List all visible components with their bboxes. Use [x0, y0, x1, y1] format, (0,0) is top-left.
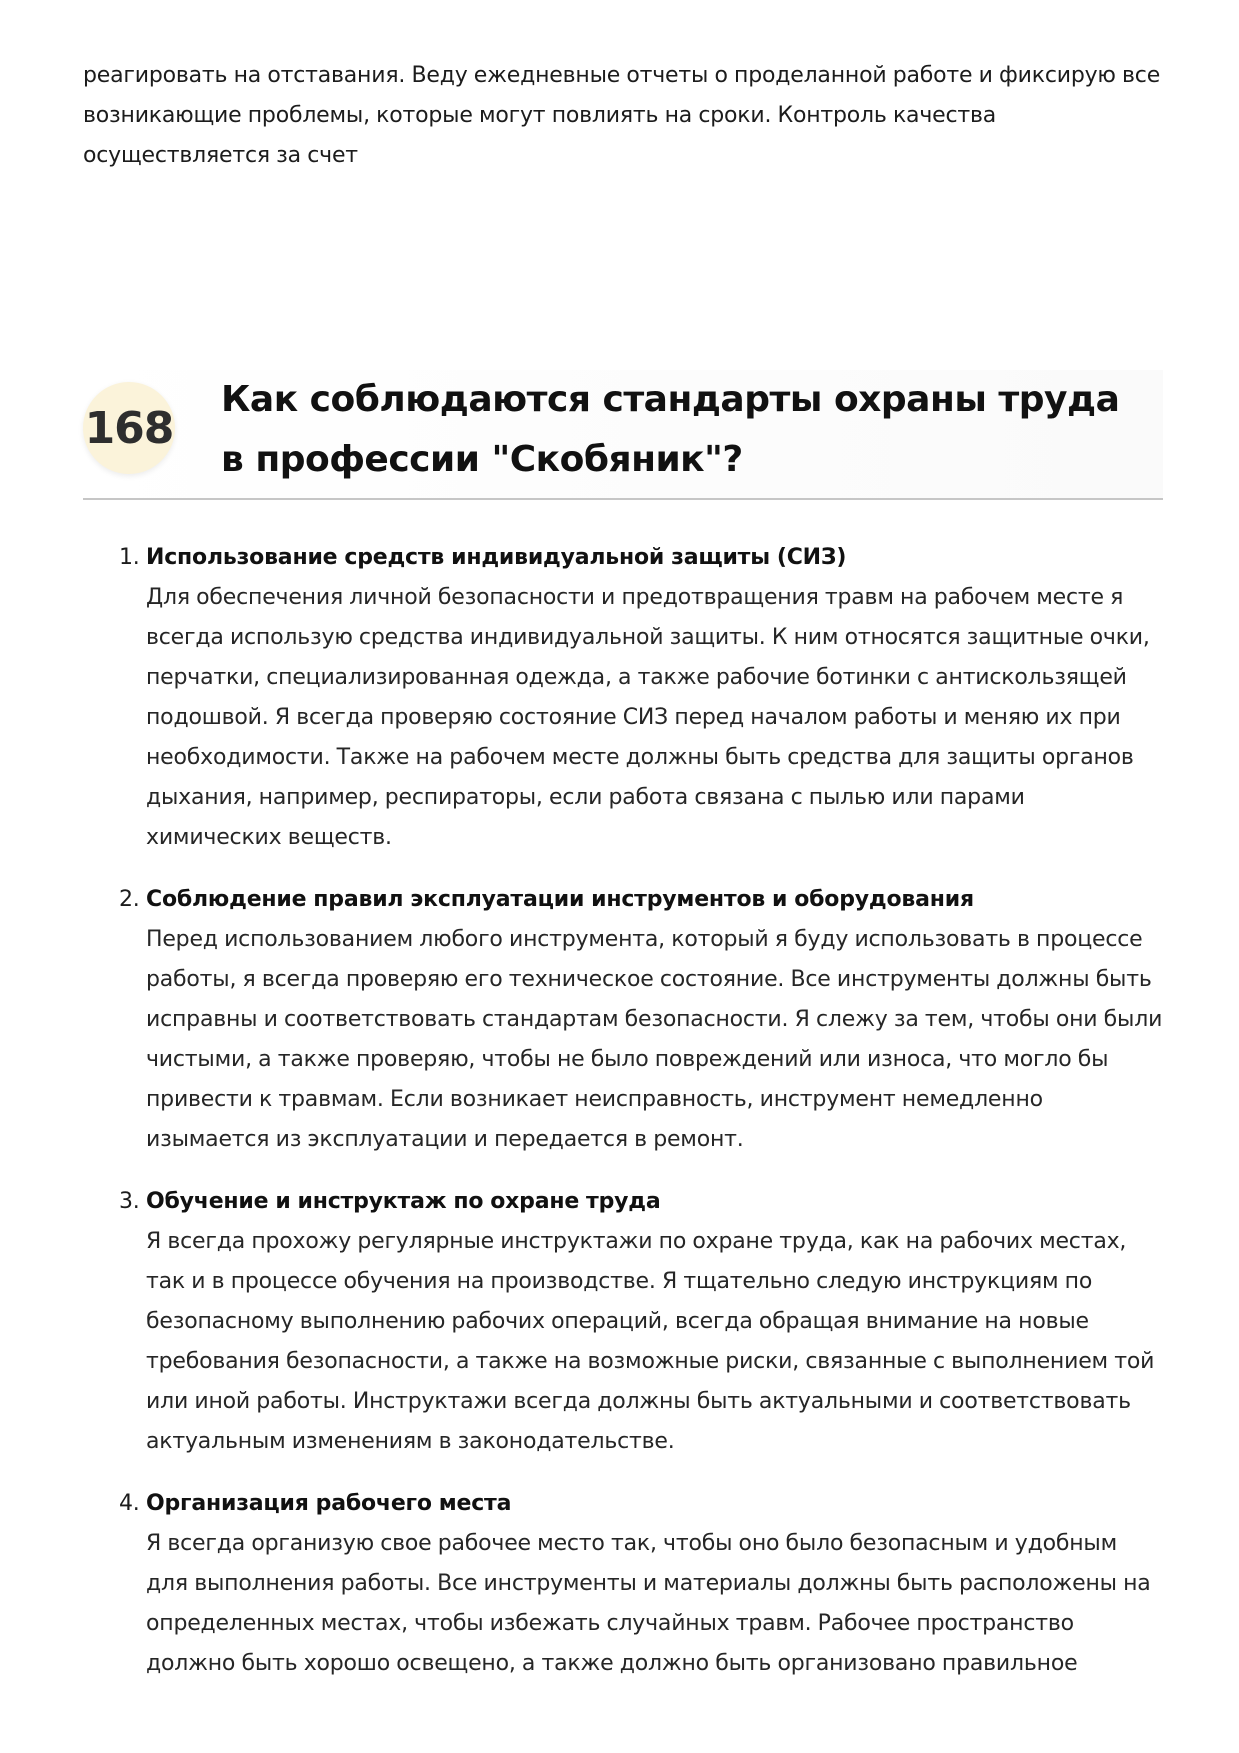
- answer-body: Перед использованием любого инструмента, который я буду использовать в процессе работы, я всегда проверяю его техническое состояние. Все инструменты должны быть исправны и соответствовать стандартам безопасности. Я слежу за тем, чтобы они были чистыми, а также проверяю, чтобы не было повреждений или износа, что могло бы привести к травмам. Если возникает неисправность, инструмент немедленно изымается из эксплуатации и передается в ремонт.: [146, 927, 1163, 1152]
- answer-body: Для обеспечения личной безопасности и предотвращения травм на рабочем месте я всегда использую средства индивидуальной защиты. К ним относятся защитные очки, перчатки, специализированная одежда, а также рабочие ботинки с антискользящей подошвой. Я всегда проверяю состояние СИЗ перед началом работы и меняю их при необходимости. Также на рабочем месте должны быть средства для защиты органов дыхания, например, респираторы, если работа связана с пылью или парами химических веществ.: [146, 585, 1150, 850]
- answer-item: [83, 1484, 1163, 1684]
- document-page: [83, 56, 1163, 1706]
- question-number-badge: 168: [83, 382, 175, 474]
- intro-paragraph: реагировать на отставания. Веду ежедневные отчеты о проделанной работе и фиксирую все возникающие проблемы, которые могут повлиять на сроки. Контроль качества осуществляется за счет: [83, 63, 1161, 168]
- answer-number: 3.: [119, 1189, 140, 1214]
- answer-number: 2.: [119, 887, 140, 912]
- answer-number: 4.: [119, 1491, 140, 1516]
- answer-number: 1.: [119, 545, 140, 570]
- question-title: Как соблюдаются стандарты охраны труда в профессии "Скобяник"?: [221, 379, 1120, 480]
- answer-title: Обучение и инструктаж по охране труда: [146, 1189, 661, 1214]
- answer-item: [83, 538, 1163, 858]
- question-header: [83, 370, 1163, 500]
- answer-title: Использование средств индивидуальной защиты (СИЗ): [146, 545, 847, 570]
- answer-body: Я всегда организую свое рабочее место так, чтобы оно было безопасным и удобным для выполнения работы. Все инструменты и материалы должны быть расположены на определенных местах, чтобы избежать случайных травм. Рабочее пространство должно быть хорошо освещено, а также должно быть организовано правильное: [146, 1531, 1151, 1676]
- answer-body: Я всегда прохожу регулярные инструктажи по охране труда, как на рабочих местах, так и в процессе обучения на производстве. Я тщательно следую инструкциям по безопасному выполнению рабочих операций, всегда обращая внимание на новые требования безопасности, а также на возможные риски, связанные с выполнением той или иной работы. Инструктажи всегда должны быть актуальными и соответствовать актуальным изменениям в законодательстве.: [146, 1229, 1155, 1454]
- answer-list: [83, 538, 1163, 1684]
- answer-item: [83, 1182, 1163, 1462]
- answer-title: Организация рабочего места: [146, 1491, 512, 1516]
- answer-title: Соблюдение правил эксплуатации инструментов и оборудования: [146, 887, 974, 912]
- answer-item: [83, 880, 1163, 1160]
